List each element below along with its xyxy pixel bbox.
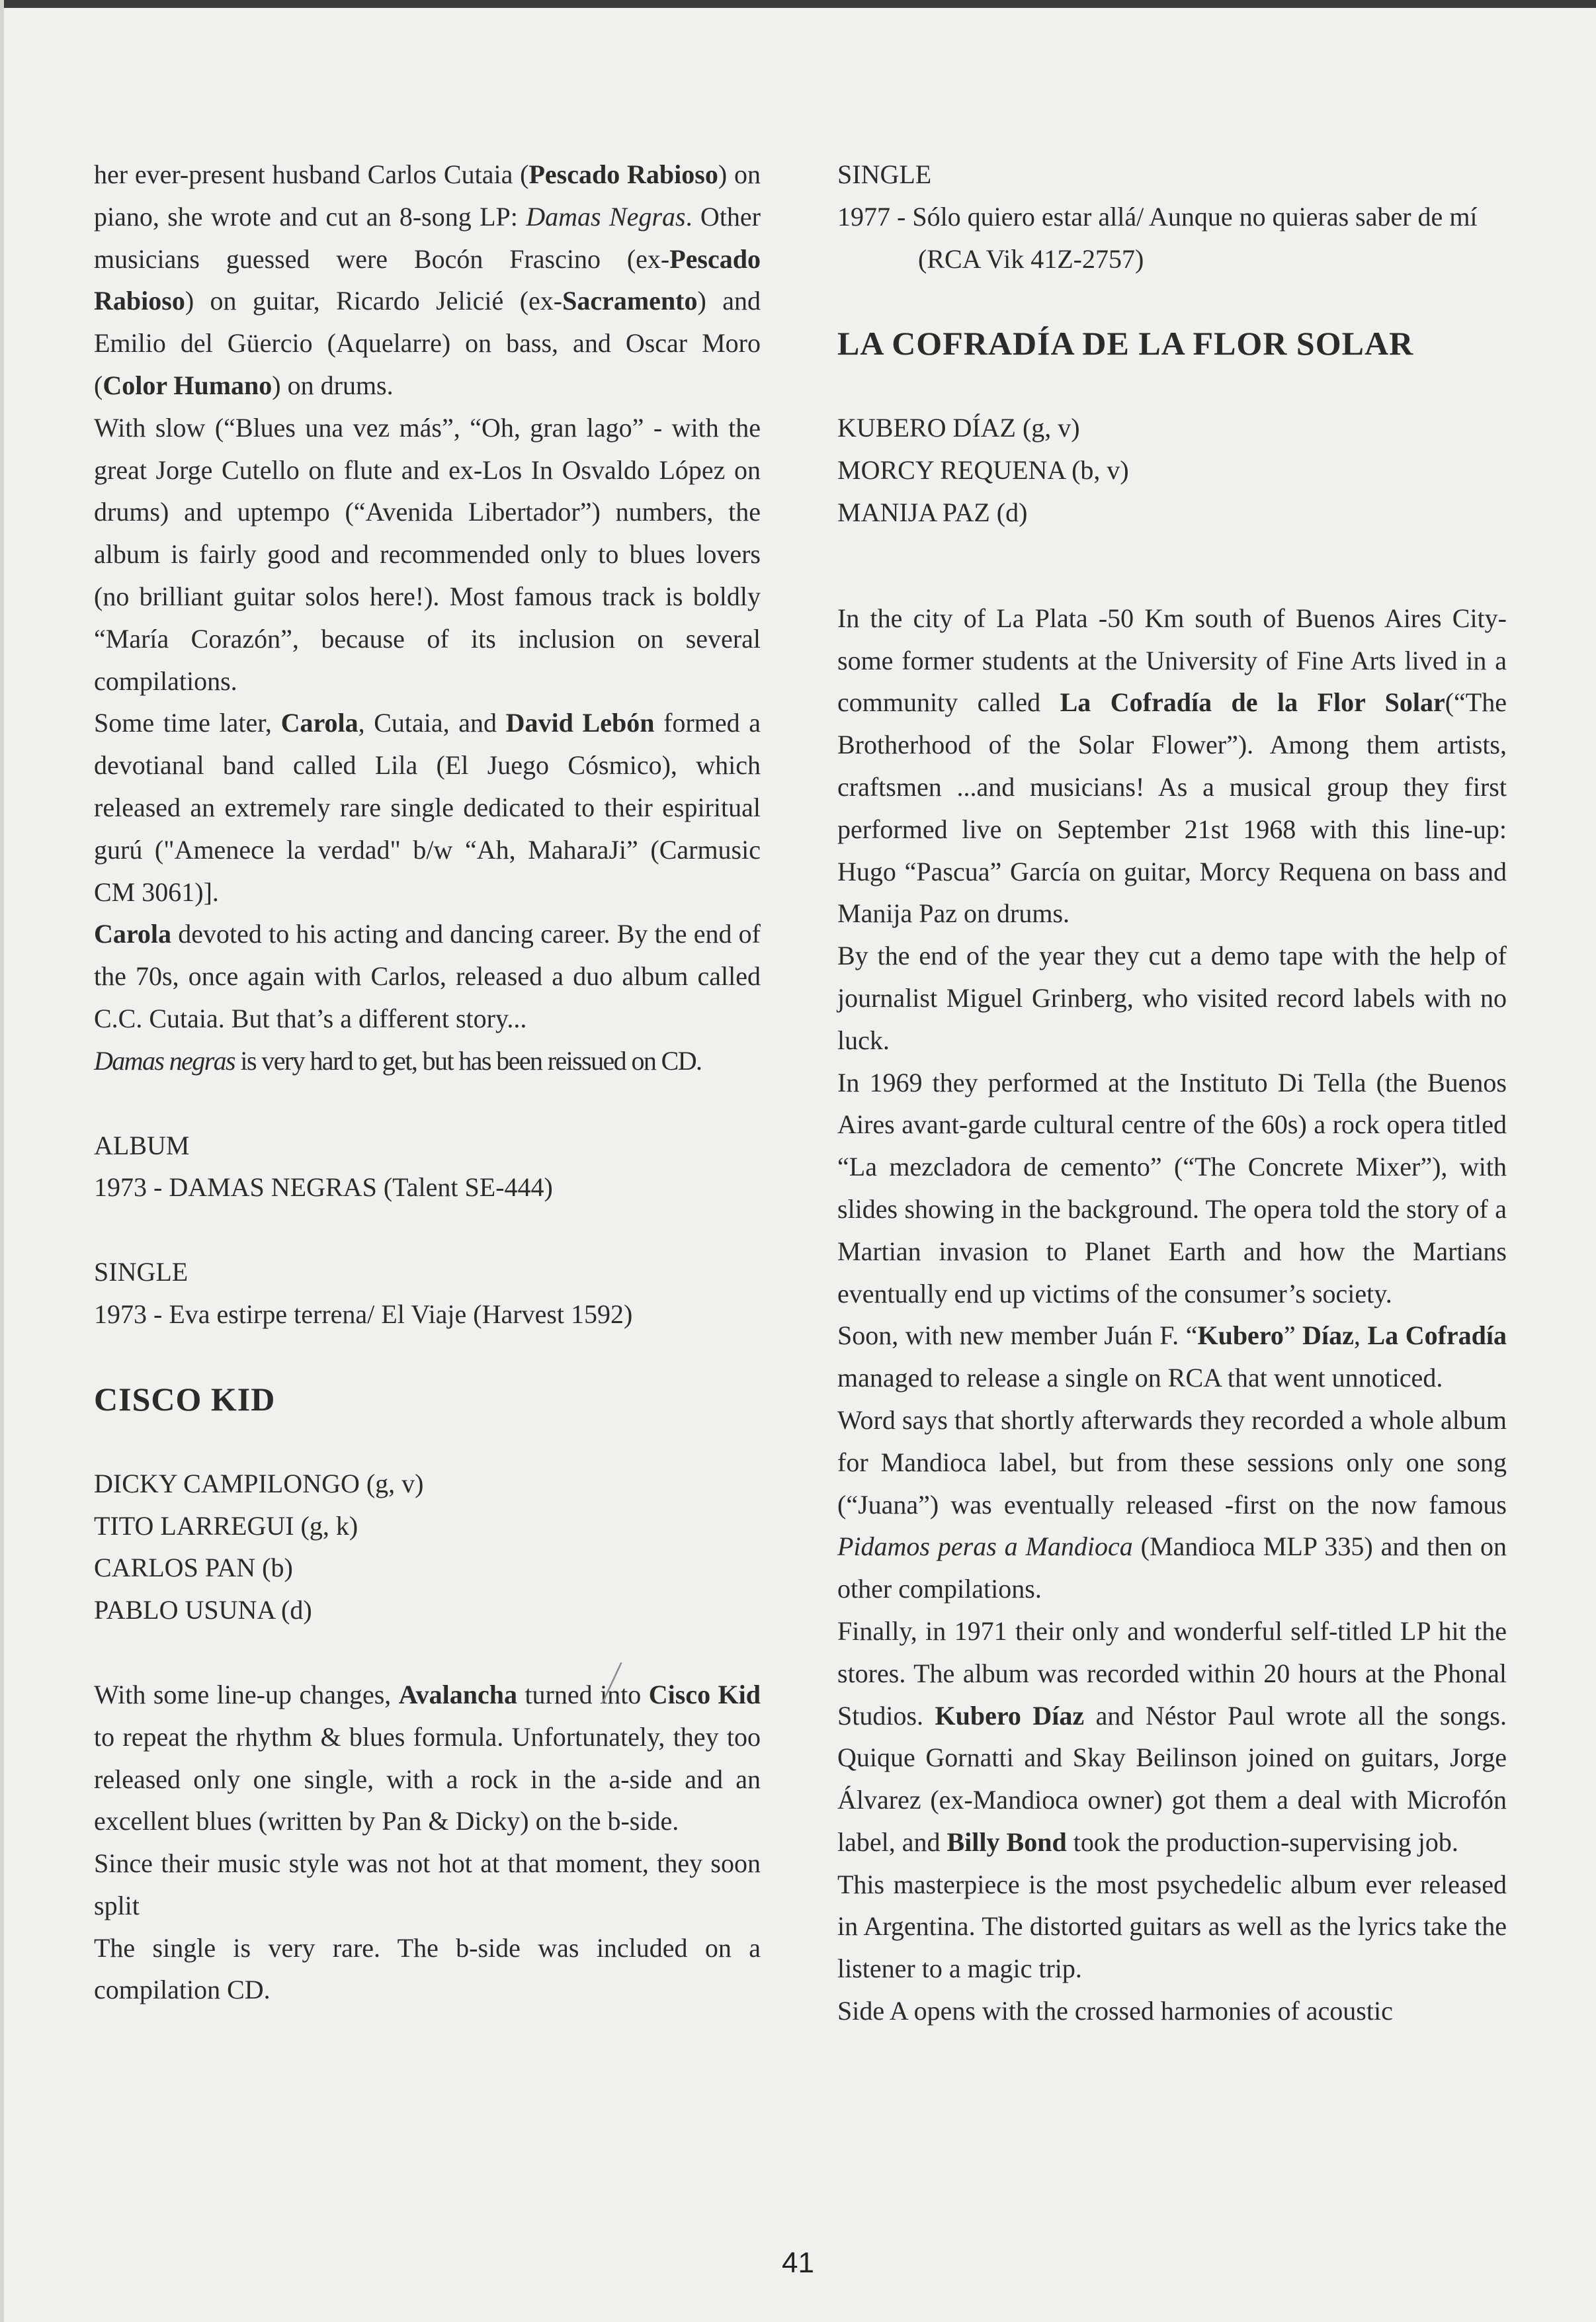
- text-run: (“The Brotherhood of the Solar Flower”). Among them artists, craftsmen ...and musicians! As a musical group they first performed live on September 21st 1968 with this line-up: Hugo “Pascua” García on guitar, Morcy Requena on bass and Manija Paz on drums.: [837, 687, 1507, 929]
- bold-text: Sacramento: [562, 286, 698, 316]
- text-run: , Cutaia, and: [358, 708, 506, 738]
- bold-text: Pescado Rabioso: [528, 159, 718, 189]
- band-heading-cisco-kid: CISCO KID: [94, 1380, 276, 1418]
- text-run: (Mandioca MLP 335) and then on other compilations.: [837, 1531, 1507, 1604]
- bold-text: Cisco Kid: [648, 1679, 761, 1709]
- paragraph: [94, 407, 761, 703]
- discography-entry: 1977 - Sólo quiero estar allá/ Aunque no quieras saber de mí (RCA Vik 41Z-2757): [837, 201, 1478, 274]
- member-line: MORCY REQUENA (b, v): [837, 455, 1129, 486]
- paragraph: [94, 1674, 761, 1842]
- paragraph: [837, 1610, 1507, 1864]
- text-run: Some time later,: [94, 708, 281, 738]
- paragraph: [837, 935, 1507, 1061]
- paragraph: [94, 1040, 761, 1082]
- page-number: 41: [782, 2247, 814, 2279]
- text-run: managed to release a single on RCA that went unnoticed.: [837, 1363, 1443, 1393]
- bold-text: Color Humano: [103, 370, 273, 400]
- paragraph: [837, 1314, 1507, 1399]
- text-run: Side A opens with the crossed harmonies of acoustic: [837, 1996, 1393, 2026]
- paragraph: [837, 597, 1507, 935]
- band-heading-la-cofradia: LA COFRADÍA DE LA FLOR SOLAR: [837, 325, 1414, 363]
- bold-text: La Cofradía: [1367, 1320, 1507, 1351]
- bold-text: Avalancha: [398, 1679, 517, 1709]
- left-column: [94, 153, 761, 2011]
- member-line: TITO LARREGUI (g, k): [94, 1510, 358, 1541]
- text-run: ”: [1283, 1320, 1303, 1351]
- paragraph: [94, 913, 761, 1039]
- text-run: turned into: [517, 1679, 649, 1709]
- discography-label: ALBUM: [94, 1130, 190, 1160]
- bold-text: Kubero Díaz: [935, 1700, 1085, 1731]
- pen-mark-icon: [599, 1660, 625, 1707]
- scan-top-edge: [0, 0, 1596, 8]
- text-run: ) and Emilio del Güercio (Aquelarre) on bass, and Oscar Moro (: [94, 286, 761, 400]
- text-run: In 1969 they performed at the Instituto Di Tella (the Buenos Aires avant-garde cultural centre of the 60s) a rock opera titled “La mezcladora de cemento” (“The Concrete Mixer”), with slides showing in the background. The opera told the story of a Martian invasion to Planet Earth and how the Martians eventually end up victims of the consumer’s society.: [837, 1067, 1507, 1309]
- paragraph: [94, 153, 761, 407]
- discography-entry: 1973 - Eva estirpe terrena/ El Viaje (Harvest 1592): [94, 1299, 633, 1329]
- italic-text: Pidamos peras a Mandioca: [837, 1531, 1133, 1562]
- text-run: Finally, in 1971 their only and wonderful self-titled LP hit the stores. The album was recorded within 20 hours at the Phonal Studios.: [837, 1615, 1507, 1731]
- text-run: formed a devotianal band called Lila (El Juego Cósmico), which released an extremely rare single dedicated to their espiritual gurú ("Amenece la verdad" b/w “Ah, MaharaJi” (Carmusic CM 3061)].: [94, 708, 761, 907]
- text-run: Since their music style was not hot at that moment, they soon split: [94, 1848, 761, 1920]
- text-run: took the production-supervising job.: [1066, 1827, 1458, 1857]
- bold-text: Carola: [280, 708, 358, 738]
- paragraph: [94, 1842, 761, 1927]
- member-line: CARLOS PAN (b): [94, 1553, 293, 1583]
- italic-text: Damas Negras: [526, 201, 686, 232]
- text-run: In the city of La Plata -50 Km south of Buenos Aires City- some former students at the University of Fine Arts lived in a community called: [837, 603, 1507, 718]
- text-run: ) on guitar, Ricardo Jelicié (ex-: [185, 286, 563, 316]
- right-column: [837, 153, 1507, 2032]
- italic-text: Damas negras: [94, 1045, 235, 1076]
- paragraph: [837, 1399, 1507, 1610]
- scan-left-edge: [0, 0, 4, 2322]
- text-run: to repeat the rhythm & blues formula. Unfortunately, they too released only one single, with a rock in the a-side and an excellent blues (written by Pan & Dicky) on the b-side.: [94, 1721, 761, 1836]
- discography-entry: 1973 - DAMAS NEGRAS (Talent SE-444): [94, 1172, 553, 1203]
- member-line: MANIJA PAZ (d): [837, 497, 1028, 527]
- text-run: Word says that shortly afterwards they recorded a whole album for Mandioca label, but from these sessions only one song (“Juana”) was eventually released -first on the now famous: [837, 1404, 1507, 1520]
- bold-text: Díaz: [1302, 1320, 1354, 1351]
- text-run: her ever-present husband Carlos Cutaia (: [94, 159, 529, 189]
- text-run: and Néstor Paul wrote all the songs. Quique Gornatti and Skay Beilinson joined on guitars, Jorge Álvarez (ex-Mandioca owner) got them a deal with Microfón label, and: [837, 1700, 1507, 1857]
- paragraph: [94, 1927, 761, 2012]
- bold-text: Kubero: [1197, 1320, 1284, 1351]
- text-run: The single is very rare. The b-side was included on a compilation CD.: [94, 1932, 761, 2005]
- discography-label: SINGLE: [94, 1257, 189, 1287]
- text-run: is very hard to get, but has been reissued on CD.: [235, 1045, 702, 1076]
- discography-label: SINGLE: [837, 159, 932, 189]
- paragraph: [837, 1864, 1507, 1990]
- member-line: DICKY CAMPILONGO (g, v): [94, 1468, 424, 1498]
- text-run: . Other musicians guessed were Bocón Frascino (ex-: [94, 201, 761, 274]
- paragraph: [94, 702, 761, 913]
- text-run: ) on drums.: [272, 370, 394, 400]
- text-run: By the end of the year they cut a demo tape with the help of journalist Miguel Grinberg, who visited record labels with no luck.: [837, 941, 1507, 1055]
- text-run: ) on piano, she wrote and cut an 8-song LP:: [94, 159, 761, 232]
- member-line: KUBERO DÍAZ (g, v): [837, 413, 1080, 443]
- bold-text: Pescado Rabioso: [94, 243, 761, 316]
- text-run: devoted to his acting and dancing career. By the end of the 70s, once again with Carlos, released a duo album called C.C. Cutaia. But that’s a different story...: [94, 919, 761, 1033]
- paragraph: [837, 1990, 1507, 2032]
- text-run: With some line-up changes,: [94, 1679, 399, 1709]
- text-run: With slow (“Blues una vez más”, “Oh, gran lago” - with the great Jorge Cutello on flute and ex-Los In Osvaldo López on drums) and uptempo (“Avenida Libertador”) numbers, the album is fairly good and recommended only to blues lovers (no brilliant guitar solos here!). Most famous track is boldly “María Corazón”, because of its inclusion on several compilations.: [94, 412, 761, 696]
- bold-text: Billy Bond: [946, 1827, 1067, 1857]
- bold-text: Carola: [94, 919, 172, 949]
- text-run: This masterpiece is the most psychedelic album ever released in Argentina. The distorted guitars as well as the lyrics take the listener to a magic trip.: [837, 1869, 1507, 1984]
- text-run: ,: [1353, 1320, 1368, 1351]
- bold-text: La Cofradía de la Flor Solar: [1060, 687, 1445, 718]
- text-run: Soon, with new member Juán F. “: [837, 1320, 1198, 1351]
- member-line: PABLO USUNA (d): [94, 1595, 312, 1625]
- bold-text: David Lebón: [505, 708, 655, 738]
- paragraph: [837, 1062, 1507, 1315]
